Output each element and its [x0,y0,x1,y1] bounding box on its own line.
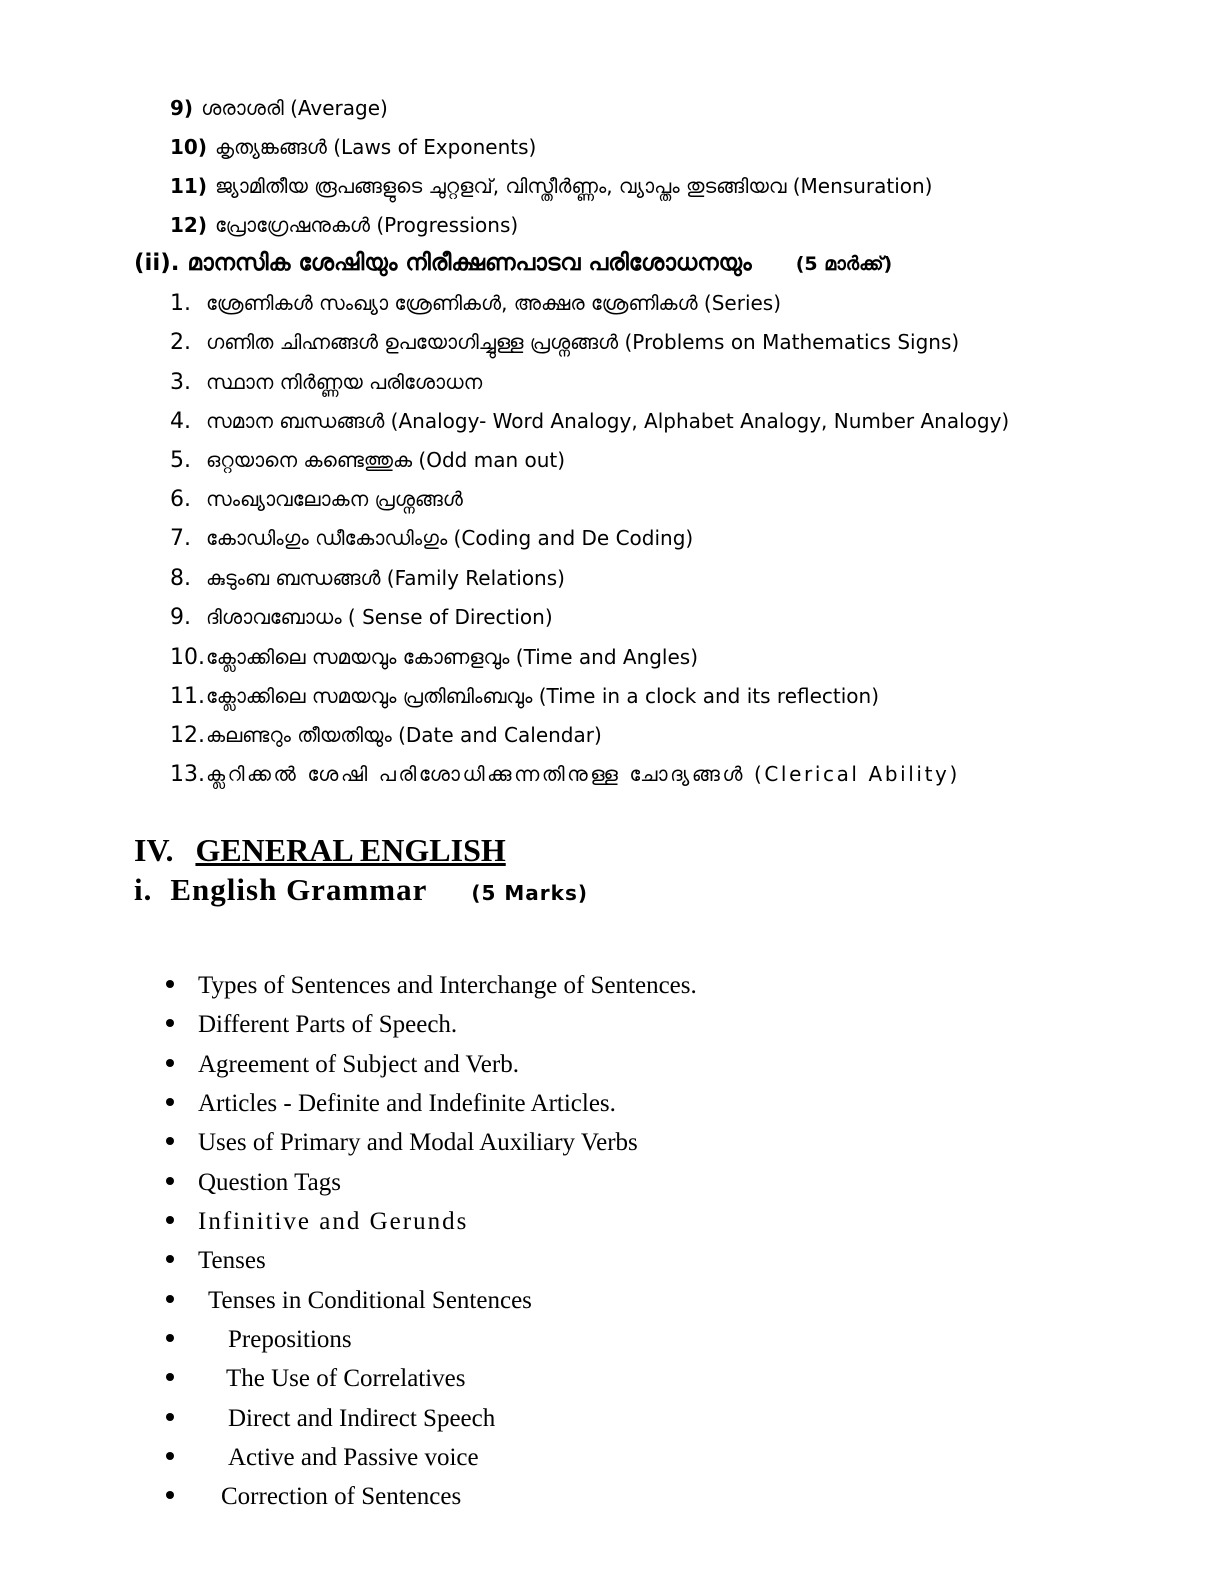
bullet-icon [166,1373,174,1381]
grammar-bullet [166,1090,616,1118]
reasoning-item-text: കോഡിംഗും ഡീകോഡിംഗും (Coding and De Coding) [206,526,694,550]
bullet-text: The Use of Correlatives [226,1365,466,1392]
reasoning-item-text: ക്ലോക്കിലെ സമയവും പ്രതിബിംബവും (Time in a clock and its reflection) [206,684,880,708]
subsection-marks: (5 Marks) [471,881,588,905]
grammar-bullet [166,1365,466,1393]
grammar-bullet [166,972,697,1000]
grammar-bullet [166,1287,532,1315]
reasoning-item-number: 12. [170,723,205,748]
grammar-bullet [166,1444,479,1472]
reasoning-item [170,645,698,670]
grammar-bullet [166,1326,352,1354]
bullet-text: Uses of Primary and Modal Auxiliary Verbs [198,1129,638,1156]
reasoning-item [170,566,565,591]
math-item-number: 9) [170,96,194,120]
reasoning-item-text: സംഖ്യാവലോകന പ്രശ്നങ്ങൾ [206,487,463,511]
reasoning-item [170,684,879,709]
math-item-number: 10) [170,135,207,159]
reasoning-item-number: 8. [170,566,191,591]
reasoning-item-text: കുടുംബ ബന്ധങ്ങൾ (Family Relations) [206,566,565,590]
reasoning-item-number: 3. [170,370,191,395]
math-item-text: പ്രോഗ്രേഷനുകൾ (Progressions) [214,213,519,237]
bullet-icon [166,1098,174,1106]
bullet-text: Prepositions [228,1326,352,1353]
section-title: GENERAL ENGLISH [195,832,506,868]
reasoning-item-text: ക്ലറിക്കൽ ശേഷി പരിശോധിക്കുന്നതിനുള്ള ചോദ്യങ്ങൾ (Clerical Ability) [206,762,960,786]
bullet-icon [166,1019,174,1027]
bullet-text: Infinitive and Gerunds [198,1208,469,1235]
reasoning-item-text: കലണ്ടറും തീയതിയും (Date and Calendar) [206,723,602,747]
reasoning-item-text: ക്ലോക്കിലെ സമയവും കോണളവും (Time and Angles) [206,645,699,669]
reasoning-item [170,723,602,748]
bullet-icon [166,1452,174,1460]
reasoning-item-number: 7. [170,526,191,551]
bullet-text: Agreement of Subject and Verb. [198,1051,519,1078]
reasoning-item-text: ദിശാവബോധം ( Sense of Direction) [206,605,553,629]
bullet-text: Different Parts of Speech. [198,1011,458,1038]
bullet-icon [166,1413,174,1421]
bullet-text: Articles - Definite and Indefinite Articles. [198,1090,616,1117]
bullet-icon [166,1491,174,1499]
math-item-text: ശരാശരി (Average) [201,96,388,120]
reasoning-item [170,605,553,630]
reasoning-item [170,526,693,551]
grammar-bullet [166,1208,468,1236]
reasoning-item [170,487,463,512]
section-ii-heading [134,250,892,276]
math-item [170,96,388,120]
section-ii-label: (ii). [134,250,180,276]
reasoning-item-text: സമാന ബന്ധങ്ങൾ (Analogy- Word Analogy, Alphabet Analogy, Number Analogy) [206,409,1010,433]
grammar-bullet [166,1483,461,1511]
bullet-text: Tenses in Conditional Sentences [208,1287,532,1314]
bullet-icon [166,980,174,988]
english-grammar-heading [134,872,588,908]
reasoning-item-number: 1. [170,291,191,316]
reasoning-item-number: 13. [170,762,205,787]
reasoning-item [170,409,1009,434]
section-number: IV. [134,832,174,868]
bullet-icon [166,1059,174,1067]
math-item-text: ജ്യാമിതീയ രൂപങ്ങളുടെ ചുറ്റളവ്, വിസ്തീർണ്ണം, വ്യാപ്തം തുടങ്ങിയവ (Mensuration) [214,174,933,198]
grammar-bullet [166,1169,341,1197]
reasoning-item-text: ഒറ്റയാനെ കണ്ടെത്തുക (Odd man out) [206,448,566,472]
section-ii-marks: (5 മാർക്ക്) [795,253,893,275]
grammar-bullet [166,1405,495,1433]
bullet-text: Direct and Indirect Speech [228,1405,496,1432]
bullet-icon [166,1137,174,1145]
reasoning-item [170,448,565,473]
reasoning-item-number: 2. [170,330,191,355]
reasoning-item-number: 10. [170,645,205,670]
reasoning-item-number: 9. [170,605,191,630]
math-item-number: 11) [170,174,207,198]
subsection-number: i. [134,872,153,907]
section-ii-title: മാനസിക ശേഷിയും നിരീക്ഷണപാടവ പരിശോധനയും [187,250,752,276]
reasoning-item-number: 5. [170,448,191,473]
bullet-icon [166,1295,174,1303]
reasoning-item [170,330,959,355]
reasoning-item-number: 4. [170,409,191,434]
bullet-text: Types of Sentences and Interchange of Sentences. [198,972,697,999]
math-item-number: 12) [170,213,207,237]
math-item [170,213,518,237]
grammar-bullet [166,1129,638,1157]
bullet-text: Question Tags [198,1169,341,1196]
bullet-icon [166,1177,174,1185]
bullet-icon [166,1255,174,1263]
bullet-icon [166,1216,174,1224]
reasoning-item [170,370,482,395]
subsection-title: English Grammar [170,872,428,907]
bullet-text: Active and Passive voice [228,1444,479,1471]
reasoning-item-text: ഗണിത ചിഹ്നങ്ങൾ ഉപയോഗിച്ചുള്ള പ്രശ്നങ്ങൾ (Problems on Mathematics Signs) [206,330,960,354]
reasoning-item-text: സ്ഥാന നിർണ്ണയ പരിശോധന [206,370,483,394]
bullet-text: Tenses [198,1247,266,1274]
math-item [170,174,932,198]
reasoning-item [170,762,960,787]
reasoning-item-text: ശ്രേണികൾ സംഖ്യാ ശ്രേണികൾ, അക്ഷര ശ്രേണികൾ (Series) [206,291,782,315]
grammar-bullet [166,1247,266,1275]
reasoning-item [170,291,781,316]
reasoning-item-number: 6. [170,487,191,512]
math-item-text: കൃത്യങ്കങ്ങൾ (Laws of Exponents) [214,135,537,159]
bullet-text: Correction of Sentences [221,1483,462,1510]
math-item [170,135,536,159]
grammar-bullet [166,1011,457,1039]
bullet-icon [166,1334,174,1342]
reasoning-item-number: 11. [170,684,205,709]
grammar-bullet [166,1051,519,1079]
general-english-heading [134,832,506,869]
